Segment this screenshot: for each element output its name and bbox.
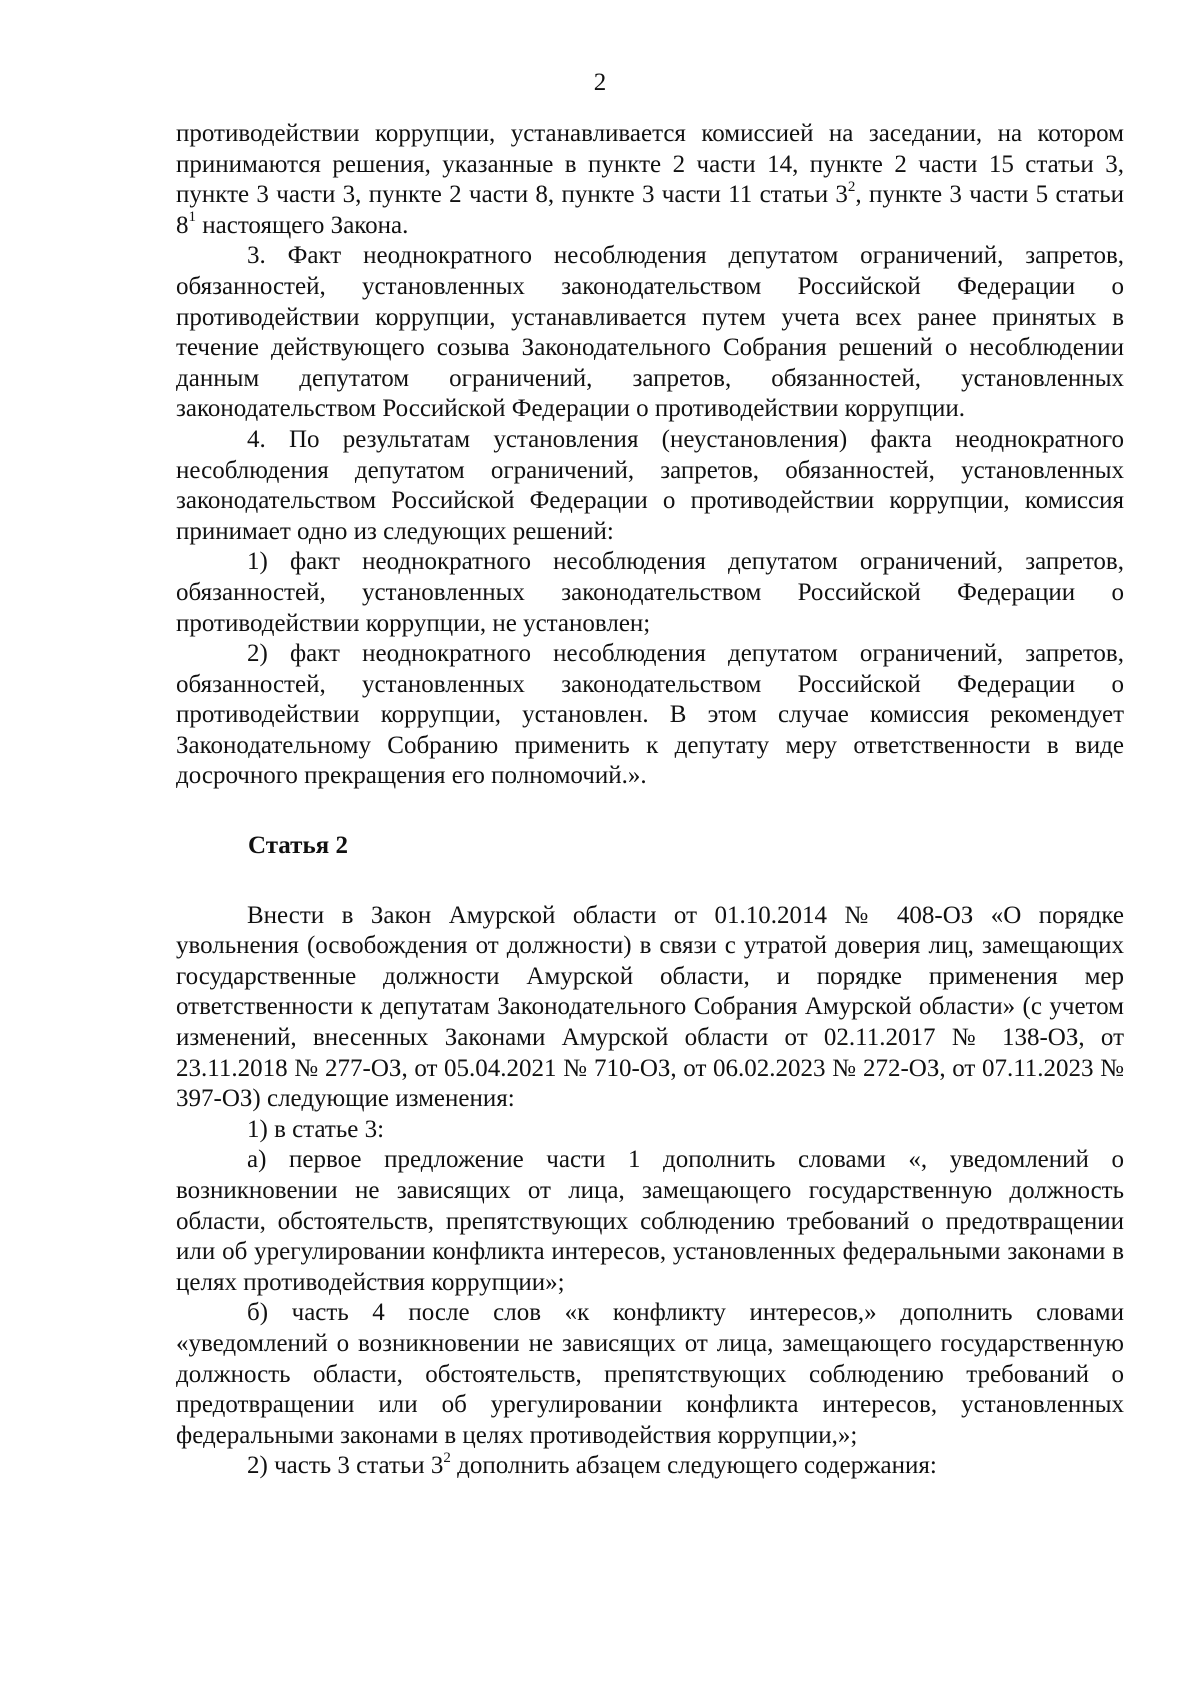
superscript: 2	[847, 178, 856, 195]
paragraph-text: настоящего Закона.	[196, 211, 409, 239]
paragraph-text: противодействии коррупции, устанавливается комиссией на заседании, на котором принимаются решения, указанные в пункте 2 части 14, пункте 2 части 15 статьи 3, пункте 3 части 3, пункте 2 части 8, пункте 3 части 11 статьи 3	[176, 120, 1124, 209]
paragraph-subitem-1: 1) факт неоднократного несоблюдения депутатом ограничений, запретов, обязанностей, установленных законодательством Российской Федерации о противодействии коррупции, не установлен;	[176, 548, 1124, 637]
paragraph-text: 2) часть 3 статьи 3	[247, 1452, 444, 1480]
paragraph-change-2	[176, 1451, 1124, 1482]
superscript: 2	[443, 1450, 451, 1467]
paragraph-text: дополнить абзацем следующего содержания:	[450, 1452, 937, 1480]
article-heading: Статья 2	[248, 832, 348, 860]
paragraph-text: , пункте 3 части 5 статьи 8	[176, 181, 1124, 239]
paragraph-change-1b: б) часть 4 после слов «к конфликту интересов,» дополнить словами «уведомлений о возникновении не зависящих от лица, замещающего государственную должность области, обстоятельств, препятствующих соблюдению требований о предотвращении или об урегулировании конфликта интересов, установленных федеральными законами в целях противодействия коррупции,»;	[176, 1299, 1124, 1449]
page-number: 2	[593, 69, 607, 96]
paragraph-continuation	[176, 119, 1124, 241]
paragraph-change-1a: а) первое предложение части 1 дополнить словами «, уведомлений о возникновении не зависящих от лица, замещающего государственную должность области, обстоятельств, препятствующих соблюдению требований о предотвращении или об урегулировании конфликта интересов, установленных федеральными законами в целях противодействия коррупции»;	[176, 1146, 1124, 1296]
superscript: 1	[188, 209, 196, 226]
paragraph-change-1: 1) в статье 3:	[247, 1115, 385, 1143]
paragraph-article-2-intro: Внести в Закон Амурской области от 01.10.2014 № 408-ОЗ «О порядке увольнения (освобождения от должности) в связи с утратой доверия лиц, замещающих государственные должности Амурской области, и порядке применения мер ответственности к депутатам Законодательного Собрания Амурской области» (с учетом изменений, внесенных Законами Амурской области от 02.11.2017 № 138-ОЗ, от 23.11.2018 № 277-ОЗ, от 05.04.2021 № 710-ОЗ, от 06.02.2023 № 272-ОЗ, от 07.11.2023 № 397-ОЗ) следующие изменения:	[176, 901, 1124, 1113]
paragraph-item-3: 3. Факт неоднократного несоблюдения депутатом ограничений, запретов, обязанностей, установленных законодательством Российской Федерации о противодействии коррупции, устанавливается путем учета всех ранее принятых в течение действующего созыва Законодательного Собрания решений о несоблюдении данным депутатом ограничений, запретов, обязанностей, установленных законодательством Российской Федерации о противодействии коррупции.	[176, 242, 1124, 423]
paragraph-subitem-2: 2) факт неоднократного несоблюдения депутатом ограничений, запретов, обязанностей, установленных законодательством Российской Федерации о противодействии коррупции, установлен. В этом случае комиссия рекомендует Законодательному Собранию применить к депутату меру ответственности в виде досрочного прекращения его полномочий.».	[176, 640, 1124, 790]
document-body	[176, 119, 1124, 1482]
paragraph-item-4: 4. По результатам установления (неустановления) факта неоднократного несоблюдения депутатом ограничений, запретов, обязанностей, установленных законодательством Российской Федерации о противодействии коррупции, комиссия принимает одно из следующих решений:	[176, 425, 1124, 545]
